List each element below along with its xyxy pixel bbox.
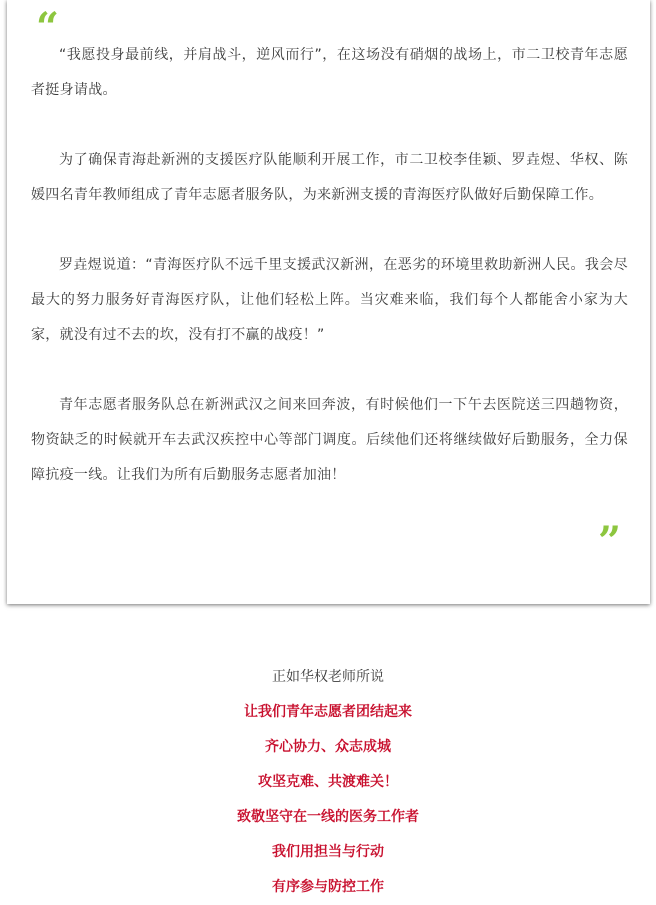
slogan-lead: 正如华权老师所说 [272,669,384,685]
article-body [31,38,628,493]
article-paragraph: “我愿投身最前线，并肩战斗，逆风而行”，在这场没有硝烟的战场上，市二卫校青年志愿者挺身请战。 [31,47,628,98]
article-paragraph: 为了确保青海赴新洲的支援医疗队能顺利开展工作，市二卫校李佳颖、罗垚煜、华权、陈媛四名青年教师组成了青年志愿者服务队，为来新洲支援的青海医疗队做好后勤保障工作。 [31,152,628,203]
slogan-line: 我们用担当与行动 [272,844,384,860]
close-quote-icon: ” [597,518,621,565]
slogan-line: 让我们青年志愿者团结起来 [244,704,412,720]
closing-slogans [0,660,656,905]
article-paragraph: 罗垚煜说道：“青海医疗队不远千里支援武汉新洲，在恶劣的环境里救助新洲人民。我会尽最大的努力服务好青海医疗队，让他们轻松上阵。当灾难来临，我们每个人都能舍小家为大家，就没有过不去的坎，没有打不赢的战疫！” [31,257,628,343]
article-paragraph: 青年志愿者服务队总在新洲武汉之间来回奔波，有时候他们一下午去医院送三四趟物资，物资缺乏的时候就开车去武汉疾控中心等部门调度。后续他们还将继续做好后勤服务，全力保障抗疫一线。让我们为所有后勤服务志愿者加油！ [31,397,628,483]
slogan-line: 攻坚克难、共渡难关！ [258,774,398,790]
open-quote-icon: “ [36,4,60,51]
quote-card [7,0,650,604]
slogan-line: 有序参与防控工作 [272,879,384,895]
slogan-line: 致敬坚守在一线的医务工作者 [237,809,419,825]
slogan-line: 齐心协力、众志成城 [265,739,391,755]
